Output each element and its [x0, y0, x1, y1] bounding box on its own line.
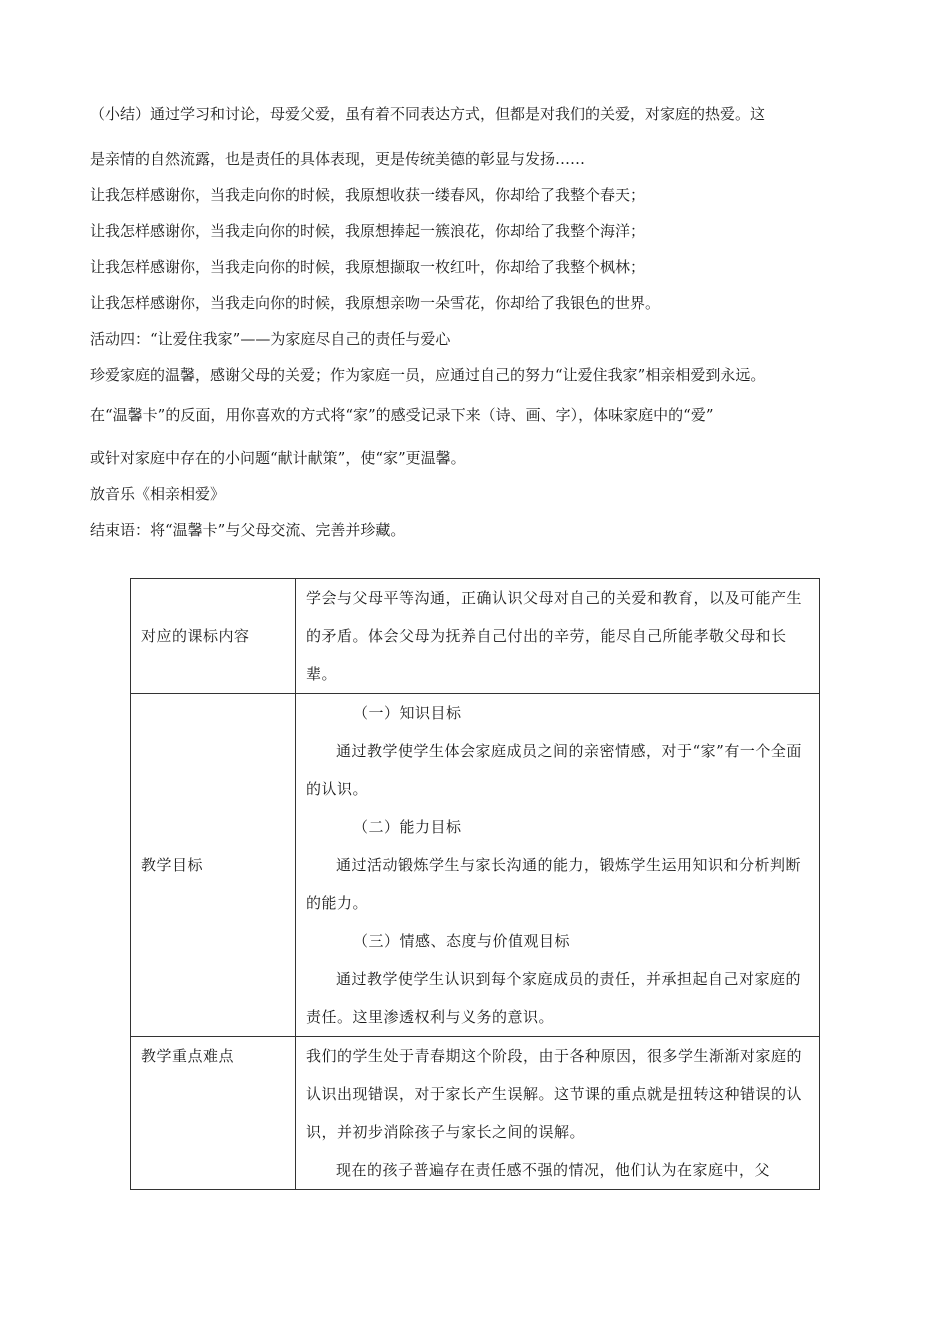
table-row: [131, 694, 820, 1037]
activity4-title: 活动四：“让爱住我家”——为家庭尽自己的责任与爱心: [90, 330, 451, 348]
curriculum-content-cell: [296, 579, 820, 694]
knowledge-objective-heading: （一）知识目标: [353, 704, 462, 722]
activity4-closing: 结束语：将“温馨卡”与父母交流、完善并珍藏。: [90, 521, 406, 539]
summary-line-2: 是亲情的自然流露，也是责任的具体表现，更是传统美德的彰显与发扬……: [90, 150, 586, 168]
activity4-line-1: 珍爱家庭的温馨，感谢父母的关爱；作为家庭一员，应通过自己的努力“让爱住我家”相亲相爱到永远。: [90, 366, 766, 384]
key-points-content-cell: [296, 1037, 820, 1190]
ability-objective-heading: （二）能力目标: [353, 818, 462, 836]
key-points-text-2: 现在的孩子普遍存在责任感不强的情况，他们认为在家庭中，父: [336, 1161, 771, 1179]
knowledge-objective-text: 通过教学使学生体会家庭成员之间的亲密情感，对于“家”有一个全面的认识。: [306, 742, 802, 798]
lesson-plan-table: [130, 578, 820, 1190]
activity4-line-2: 在“温馨卡”的反面，用你喜欢的方式将“家”的感受记录下来（诗、画、字），体味家庭中的“爱”: [90, 406, 714, 424]
poem-line-2: 让我怎样感谢你，当我走向你的时候，我原想捧起一簇浪花，你却给了我整个海洋；: [90, 222, 646, 240]
curriculum-label-cell: [131, 579, 296, 694]
table-row: [131, 579, 820, 694]
curriculum-label: 对应的课标内容: [141, 627, 250, 645]
key-points-label: 教学重点难点: [141, 1047, 235, 1065]
poem-line-4: 让我怎样感谢你，当我走向你的时候，我原想亲吻一朵雪花，你却给了我银色的世界。: [90, 294, 661, 312]
table-row: [131, 1037, 820, 1190]
poem-line-1: 让我怎样感谢你，当我走向你的时候，我原想收获一缕春风，你却给了我整个春天；: [90, 186, 646, 204]
emotion-objective-text: 通过教学使学生认识到每个家庭成员的责任，并承担起自己对家庭的责任。这里渗透权利与义务的意识。: [306, 970, 802, 1026]
key-points-label-cell: [131, 1037, 296, 1190]
objectives-label-cell: [131, 694, 296, 1037]
key-points-text-1: 我们的学生处于青春期这个阶段，由于各种原因，很多学生渐渐对家庭的认识出现错误，对于家长产生误解。这节课的重点就是扭转这种错误的认识，并初步消除孩子与家长之间的误解。: [306, 1047, 803, 1141]
emotion-objective-heading: （三）情感、态度与价值观目标: [353, 932, 571, 950]
activity4-line-3: 或针对家庭中存在的小问题“献计献策”，使“家”更温馨。: [90, 449, 466, 467]
objectives-content-cell: [296, 694, 820, 1037]
poem-line-3: 让我怎样感谢你，当我走向你的时候，我原想撷取一枚红叶，你却给了我整个枫林；: [90, 258, 646, 276]
objectives-label: 教学目标: [141, 856, 204, 874]
ability-objective-text: 通过活动锻炼学生与家长沟通的能力，锻炼学生运用知识和分析判断的能力。: [306, 856, 802, 912]
summary-line-1: （小结）通过学习和讨论，母爱父爱，虽有着不同表达方式，但都是对我们的关爱，对家庭的热爱。这: [90, 105, 766, 123]
curriculum-content: 学会与父母平等沟通，正确认识父母对自己的关爱和教育，以及可能产生的矛盾。体会父母为抚养自己付出的辛劳，能尽自己所能孝敬父母和长辈。: [306, 589, 803, 683]
activity4-music: 放音乐《相亲相爱》: [90, 485, 226, 503]
